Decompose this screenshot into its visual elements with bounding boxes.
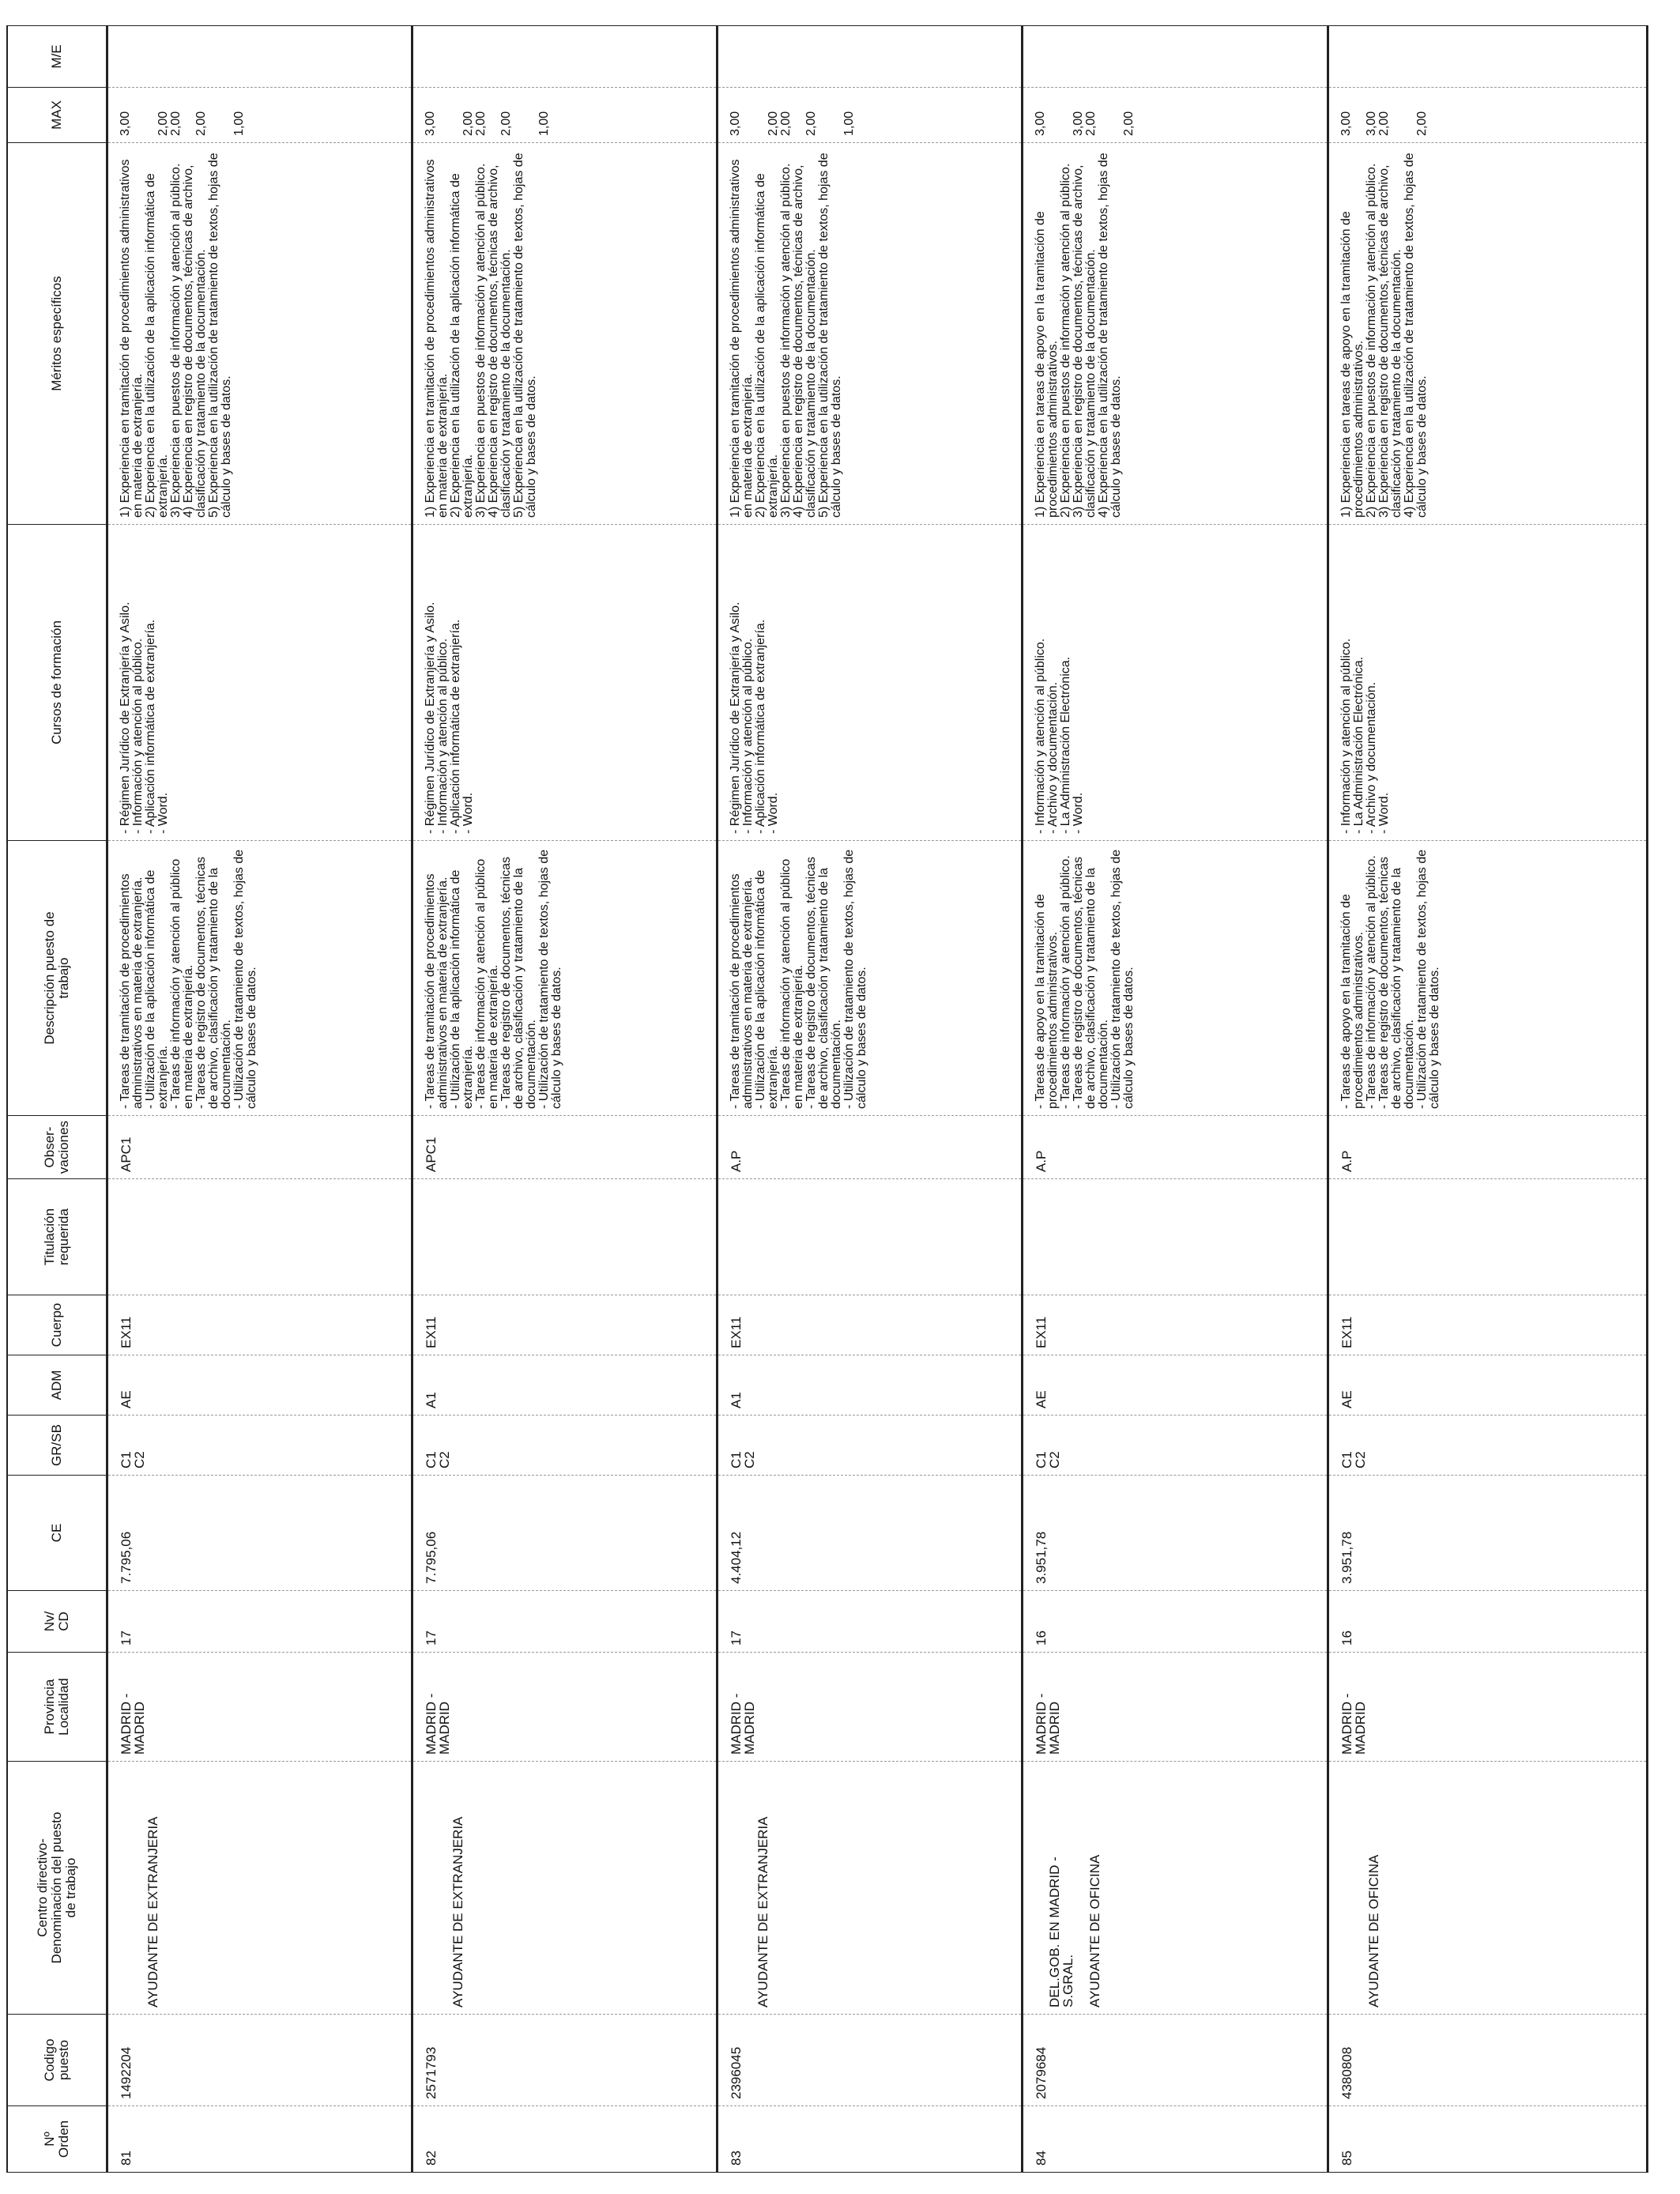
cell-cuerpo: EX11 bbox=[1023, 1295, 1328, 1355]
cell-grupo: C1 C2 bbox=[718, 1416, 1023, 1476]
cell-orden: 83 bbox=[718, 2106, 1023, 2173]
cell-adm: AE bbox=[1023, 1355, 1328, 1416]
cell-me bbox=[718, 26, 1023, 88]
cell-denominacion bbox=[718, 1762, 1023, 2015]
denominacion-puesto: AYUDANTE DE EXTRANJERIA bbox=[145, 1816, 160, 2007]
header-row bbox=[7, 26, 107, 2173]
cell-nivel: 16 bbox=[1023, 1591, 1328, 1653]
cell-cursos: - Régimen Jurídico de Extranjería y Asilo. - Información y atención al público. - Aplicación informática de extranjería. - Word. bbox=[412, 525, 718, 841]
header-cuerpo: Cuerpo bbox=[7, 1295, 107, 1355]
cell-provincia: MADRID - MADRID bbox=[412, 1653, 718, 1762]
cell-adm: AE bbox=[1328, 1355, 1648, 1416]
cell-provincia: MADRID - MADRID bbox=[107, 1653, 412, 1762]
cell-codigo: 1492204 bbox=[107, 2015, 412, 2106]
cell-ce: 4.404,12 bbox=[718, 1476, 1023, 1591]
cell-titulacion bbox=[718, 1179, 1023, 1295]
header-provincia: Provincia Localidad bbox=[7, 1653, 107, 1762]
cell-descripcion: - Tareas de apoyo en la tramitación de procedimientos administrativos. - Tareas de información y atención al público. - Tareas de registro de documentos, técnicas de archivo, clasificación y tratamiento de la documentación. - Utilización de tratamiento de textos, hojas de cálculo y bases de datos. bbox=[1023, 841, 1328, 1116]
centro-directivo: DEL.GOB. EN MADRID - S.GRAL. bbox=[1047, 1857, 1076, 2007]
cell-denominacion bbox=[1023, 1762, 1328, 2015]
cell-adm: A1 bbox=[412, 1355, 718, 1416]
cell-adm: AE bbox=[107, 1355, 412, 1416]
header-descripcion: Descripción puesto de trabajo bbox=[7, 841, 107, 1116]
cell-meritos: 1) Experiencia en tareas de apoyo en la tramitación de procedimientos administrativos. 2) Experiencia en puestos de información y atención al público. 3) Experiencia en registro de documentos, técnicas de archivo, clasificación y tratamiento de la documentación. 4) Experiencia en la utilización de tratamiento de textos, hojas de cálculo y bases de datos. bbox=[1023, 143, 1328, 525]
cell-descripcion: - Tareas de tramitación de procedimientos administrativos en materia de extranjería. - Utilización de la aplicación informática de extranjería. - Tareas de información y atención al público en materia de extranjería. - Tareas de registro de documentos, técnicas de archivo, clasificación y tratamiento de la documentación. - Utilización de tratamiento de textos, hojas de cálculo y bases de datos. bbox=[107, 841, 412, 1116]
cell-provincia: MADRID - MADRID bbox=[1328, 1653, 1648, 1762]
cell-cursos: - Información y atención al público. - La Administración Electrónica. - Archivo y documentación. - Word. bbox=[1328, 525, 1648, 841]
cell-me bbox=[412, 26, 718, 88]
cell-orden: 84 bbox=[1023, 2106, 1328, 2173]
cell-denominacion bbox=[1328, 1762, 1648, 2015]
cell-provincia: MADRID - MADRID bbox=[718, 1653, 1023, 1762]
cell-titulacion bbox=[1023, 1179, 1328, 1295]
table-row bbox=[1328, 26, 1648, 2173]
cell-ce: 3.951,78 bbox=[1328, 1476, 1648, 1591]
cell-cuerpo: EX11 bbox=[107, 1295, 412, 1355]
cell-orden: 82 bbox=[412, 2106, 718, 2173]
cell-descripcion: - Tareas de tramitación de procedimientos administrativos en materia de extranjería. - Utilización de la aplicación informática de extranjería. - Tareas de información y atención al público en materia de extranjería. - Tareas de registro de documentos, técnicas de archivo, clasificación y tratamiento de la documentación. - Utilización de tratamiento de textos, hojas de cálculo y bases de datos. bbox=[718, 841, 1023, 1116]
cell-cursos: - Información y atención al público. - Archivo y documentación. - La Administración Electrónica. - Word. bbox=[1023, 525, 1328, 841]
cell-cuerpo: EX11 bbox=[718, 1295, 1023, 1355]
cell-codigo: 2396045 bbox=[718, 2015, 1023, 2106]
table-row bbox=[107, 26, 412, 2173]
header-titulacion: Titulación requerida bbox=[7, 1179, 107, 1295]
cell-denominacion bbox=[412, 1762, 718, 2015]
cell-meritos: 1) Experiencia en tramitación de procedimientos administrativos en materia de extranjería. 2) Experiencia en la utilización de la aplicación informática de extranjería. 3) Experiencia en puestos de información y atención al público. 4) Experiencia en registro de documentos, técnicas de archivo, clasificación y tratamiento de la documentación. 5) Experiencia en la utilización de tratamiento de textos, hojas de cálculo y bases de datos. bbox=[412, 143, 718, 525]
cell-observaciones: A.P bbox=[718, 1116, 1023, 1179]
cell-max: 3,00 2,00 2,00 2,00 1,00 bbox=[718, 88, 1023, 143]
cell-nivel: 17 bbox=[107, 1591, 412, 1653]
header-meritos: Méritos específicos bbox=[7, 143, 107, 525]
cell-meritos: 1) Experiencia en tramitación de procedimientos administrativos en materia de extranjería. 2) Experiencia en la utilización de la aplicación informática de extranjería. 3) Experiencia en puestos de información y atención al público. 4) Experiencia en registro de documentos, técnicas de archivo, clasificación y tratamiento de la documentación. 5) Experiencia en la utilización de tratamiento de textos, hojas de cálculo y bases de datos. bbox=[718, 143, 1023, 525]
cell-adm: A1 bbox=[718, 1355, 1023, 1416]
denominacion-puesto: AYUDANTE DE EXTRANJERIA bbox=[450, 1816, 466, 2007]
header-cursos: Cursos de formación bbox=[7, 525, 107, 841]
header-adm: ADM bbox=[7, 1355, 107, 1416]
cell-meritos: 1) Experiencia en tramitación de procedimientos administrativos en materia de extranjería. 2) Experiencia en la utilización de la aplicación informática de extranjería. 3) Experiencia en puestos de información y atención al público. 4) Experiencia en registro de documentos, técnicas de archivo, clasificación y tratamiento de la documentación. 5) Experiencia en la utilización de tratamiento de textos, hojas de cálculo y bases de datos. bbox=[107, 143, 412, 525]
cell-me bbox=[1023, 26, 1328, 88]
cell-titulacion bbox=[412, 1179, 718, 1295]
cell-cuerpo: EX11 bbox=[1328, 1295, 1648, 1355]
cell-codigo: 2571793 bbox=[412, 2015, 718, 2106]
cell-me bbox=[107, 26, 412, 88]
cell-cursos: - Régimen Jurídico de Extranjería y Asilo. - Información y atención al público. - Aplicación informática de extranjería. - Word. bbox=[718, 525, 1023, 841]
cell-observaciones: A.P bbox=[1328, 1116, 1648, 1179]
cell-observaciones: A.P bbox=[1023, 1116, 1328, 1179]
cell-nivel: 17 bbox=[412, 1591, 718, 1653]
header-me: M/E bbox=[7, 26, 107, 88]
job-positions-table bbox=[6, 25, 1648, 2173]
cell-max: 3,00 3,00 2,00 2,00 bbox=[1023, 88, 1328, 143]
table-row bbox=[1023, 26, 1328, 2173]
table-row bbox=[718, 26, 1023, 2173]
cell-descripcion: - Tareas de apoyo en la tramitación de procedimientos administrativos. - Tareas de información y atención al público. - Tareas de registro de documentos, técnicas de archivo, clasificación y tratamiento de la documentación. - Utilización de tratamiento de textos, hojas de cálculo y bases de datos. bbox=[1328, 841, 1648, 1116]
header-nivel: Nv/ CD bbox=[7, 1591, 107, 1653]
cell-codigo: 2079684 bbox=[1023, 2015, 1328, 2106]
header-ce: CE bbox=[7, 1476, 107, 1591]
cell-nivel: 16 bbox=[1328, 1591, 1648, 1653]
header-observaciones: Obser- vaciones bbox=[7, 1116, 107, 1179]
cell-cursos: - Régimen Jurídico de Extranjería y Asilo. - Información y atención al público. - Aplicación informática de extranjería. - Word. bbox=[107, 525, 412, 841]
denominacion-puesto: AYUDANTE DE OFICINA bbox=[1087, 1854, 1103, 2007]
cell-max: 3,00 2,00 2,00 2,00 1,00 bbox=[412, 88, 718, 143]
cell-ce: 7.795,06 bbox=[107, 1476, 412, 1591]
cell-provincia: MADRID - MADRID bbox=[1023, 1653, 1328, 1762]
cell-orden: 81 bbox=[107, 2106, 412, 2173]
cell-grupo: C1 C2 bbox=[107, 1416, 412, 1476]
cell-grupo: C1 C2 bbox=[1328, 1416, 1648, 1476]
header-orden: Nº Orden bbox=[7, 2106, 107, 2173]
header-max: MAX bbox=[7, 88, 107, 143]
header-centro: Centro directivo- Denominación del puesto de trabajo bbox=[7, 1762, 107, 2015]
cell-me bbox=[1328, 26, 1648, 88]
cell-ce: 7.795,06 bbox=[412, 1476, 718, 1591]
denominacion-puesto: AYUDANTE DE OFICINA bbox=[1365, 1854, 1381, 2007]
cell-grupo: C1 C2 bbox=[412, 1416, 718, 1476]
cell-denominacion bbox=[107, 1762, 412, 2015]
cell-orden: 85 bbox=[1328, 2106, 1648, 2173]
cell-observaciones: APC1 bbox=[412, 1116, 718, 1179]
cell-cuerpo: EX11 bbox=[412, 1295, 718, 1355]
header-codigo: Codigo puesto bbox=[7, 2015, 107, 2106]
cell-meritos: 1) Experiencia en tareas de apoyo en la tramitación de procedimientos administrativos. 2) Experiencia en puestos de información y atención al público. 3) Experiencia en registro de documentos, técnicas de archivo, clasificación y tratamiento de la documentación. 4) Experiencia en la utilización de tratamiento de textos, hojas de cálculo y bases de datos. bbox=[1328, 143, 1648, 525]
cell-titulacion bbox=[107, 1179, 412, 1295]
cell-max: 3,00 2,00 2,00 2,00 1,00 bbox=[107, 88, 412, 143]
cell-titulacion bbox=[1328, 1179, 1648, 1295]
cell-max: 3,00 3,00 2,00 2,00 bbox=[1328, 88, 1648, 143]
cell-ce: 3.951,78 bbox=[1023, 1476, 1328, 1591]
table-row bbox=[412, 26, 718, 2173]
header-grupo: GR/SB bbox=[7, 1416, 107, 1476]
cell-grupo: C1 C2 bbox=[1023, 1416, 1328, 1476]
cell-descripcion: - Tareas de tramitación de procedimientos administrativos en materia de extranjería. - Utilización de la aplicación informática de extranjería. - Tareas de información y atención al público en materia de extranjería. - Tareas de registro de documentos, técnicas de archivo, clasificación y tratamiento de la documentación. - Utilización de tratamiento de textos, hojas de cálculo y bases de datos. bbox=[412, 841, 718, 1116]
denominacion-puesto: AYUDANTE DE EXTRANJERIA bbox=[755, 1816, 771, 2007]
cell-observaciones: APC1 bbox=[107, 1116, 412, 1179]
cell-nivel: 17 bbox=[718, 1591, 1023, 1653]
cell-codigo: 4380808 bbox=[1328, 2015, 1648, 2106]
